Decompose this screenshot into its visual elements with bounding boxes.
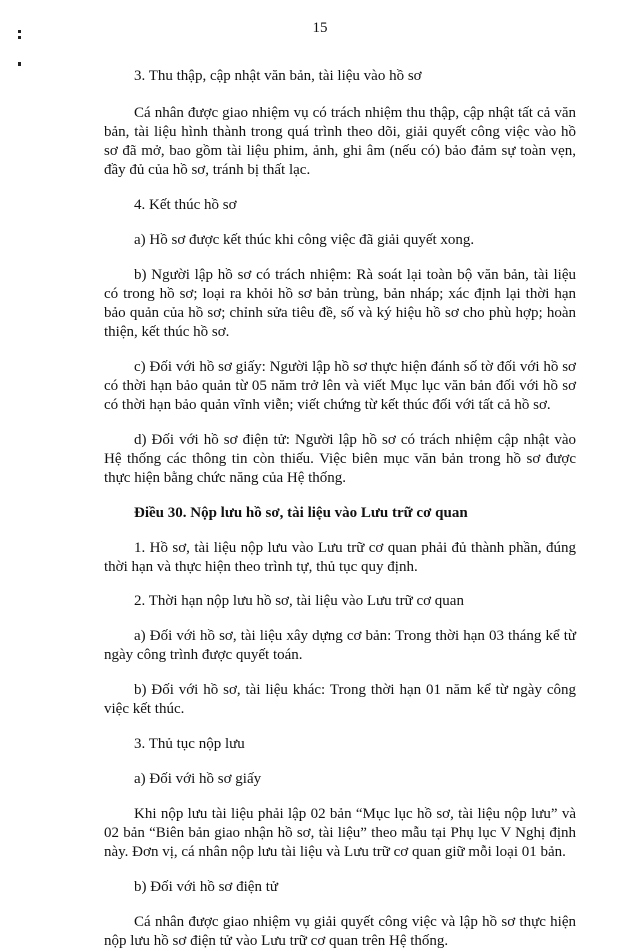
paragraph: Cá nhân được giao nhiệm vụ giải quyết công việc và lập hồ sơ thực hiện nộp lưu hồ sơ điện tử vào Lưu trữ cơ quan trên Hệ thống.: [104, 914, 576, 949]
paragraph: Khi nộp lưu tài liệu phải lập 02 bản “Mục lục hồ sơ, tài liệu nộp lưu” và 02 bản “Biên bản giao nhận hồ sơ, tài liệu” theo mẫu tại Phụ lục V Nghị định này. Đơn vị, cá nhân nộp lưu tài liệu và Lưu trữ cơ quan giữ mỗi loại 01 bản.: [104, 806, 576, 860]
paragraph: 3. Thu thập, cập nhật văn bản, tài liệu vào hồ sơ: [134, 68, 422, 84]
paragraph: b) Đối với hồ sơ điện tử: [134, 879, 278, 895]
paragraph: Cá nhân được giao nhiệm vụ có trách nhiệm thu thập, cập nhật tất cả văn bản, tài liệu hình thành trong quá trình theo dõi, giải quyết công việc vào hồ sơ đã mở, bao gồm tài liệu phim, ảnh, ghi âm (nếu có) bảo đảm sự toàn vẹn, đầy đủ của hồ sơ, tránh bị thất lạc.: [104, 105, 576, 178]
scan-mark: [18, 62, 21, 66]
page-number: 15: [312, 20, 328, 36]
paragraph: 1. Hồ sơ, tài liệu nộp lưu vào Lưu trữ cơ quan phải đủ thành phần, đúng thời hạn và thực hiện theo trình tự, thủ tục quy định.: [104, 540, 576, 575]
paragraph: a) Đối với hồ sơ giấy: [134, 771, 262, 787]
paragraph: 4. Kết thúc hồ sơ: [134, 197, 237, 213]
scan-mark: [18, 30, 21, 33]
paragraph: a) Đối với hồ sơ, tài liệu xây dựng cơ bản: Trong thời hạn 03 tháng kể từ ngày công trình được quyết toán.: [104, 628, 576, 663]
paragraph: a) Hồ sơ được kết thúc khi công việc đã giải quyết xong.: [134, 232, 475, 248]
paragraph: b) Đối với hồ sơ, tài liệu khác: Trong thời hạn 01 năm kể từ ngày công việc kết thúc.: [104, 682, 576, 717]
document-body: [104, 67, 576, 951]
paragraph: 2. Thời hạn nộp lưu hồ sơ, tài liệu vào Lưu trữ cơ quan: [134, 593, 464, 609]
paragraph: b) Người lập hồ sơ có trách nhiệm: Rà soát lại toàn bộ văn bản, tài liệu có trong hồ sơ; loại ra khỏi hồ sơ bản trùng, bản nháp; xác định lại thời hạn bảo quản của hồ sơ; chỉnh sửa tiêu đề, số và ký hiệu hồ sơ cho phù hợp; hoàn thiện, kết thúc hồ sơ.: [104, 267, 576, 340]
paragraph: c) Đối với hồ sơ giấy: Người lập hồ sơ thực hiện đánh số tờ đối với hồ sơ có thời hạn bảo quản từ 05 năm trở lên và viết Mục lục văn bản đối với hồ sơ có thời hạn bảo quản vĩnh viễn; viết chứng từ kết thúc đối với tất cả hồ sơ.: [104, 359, 576, 413]
article-heading: Điều 30. Nộp lưu hồ sơ, tài liệu vào Lưu trữ cơ quan: [134, 505, 468, 521]
scan-mark: [18, 36, 21, 39]
paragraph: d) Đối với hồ sơ điện tử: Người lập hồ sơ có trách nhiệm cập nhật vào Hệ thống các thông tin còn thiếu. Việc biên mục văn bản trong hồ sơ được thực hiện bằng chức năng của Hệ thống.: [104, 432, 576, 486]
paragraph: 3. Thủ tục nộp lưu: [134, 736, 245, 752]
